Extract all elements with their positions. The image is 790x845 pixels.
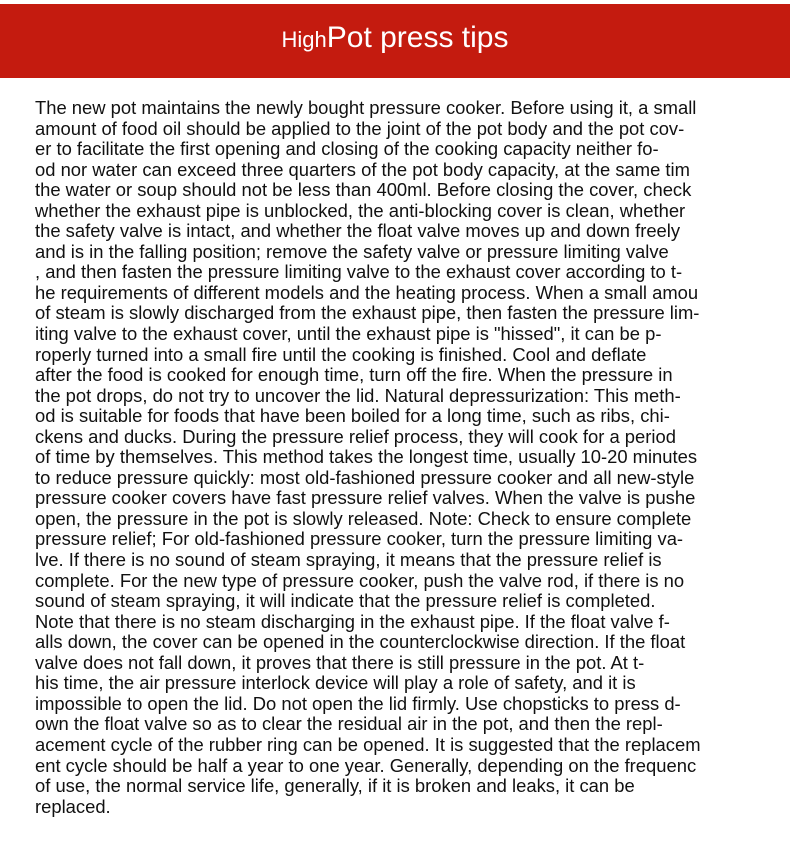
body-text-line: the pot drops, do not try to uncover the lid. Natural depressurization: This meth- (35, 385, 681, 406)
body-text-line: the water or soup should not be less than 400ml. Before closing the cover, check (35, 180, 692, 201)
body-text-line: pressure relief; For old-fashioned pressure cooker, turn the pressure limiting va- (35, 529, 684, 550)
body-text-line: ckens and ducks. During the pressure relief process, they will cook for a period (35, 426, 676, 447)
body-text-line: od nor water can exceed three quarters of the pot body capacity, at the same tim (35, 159, 690, 180)
body-text-line: amount of food oil should be applied to the joint of the pot body and the pot cov- (35, 118, 685, 139)
body-text-line: replaced. (35, 796, 111, 817)
body-text-line: to reduce pressure quickly: most old-fashioned pressure cooker and all new-style (35, 467, 695, 488)
body-text-line: open, the pressure in the pot is slowly released. Note: Check to ensure complete (35, 508, 692, 529)
body-text-line: of time by themselves. This method takes the longest time, usually 10-20 minutes (35, 447, 698, 468)
page-title (282, 23, 509, 53)
body-text-line: The new pot maintains the newly bought pressure cooker. Before using it, a small (35, 98, 697, 118)
body-text-line: , and then fasten the pressure limiting valve to the exhaust cover according to t- (35, 262, 683, 283)
body-text-line: valve does not fall down, it proves that there is still pressure in the pot. At t- (35, 652, 645, 673)
body-text-line: lve. If there is no sound of steam spraying, it means that the pressure relief is (35, 550, 662, 571)
body-text-line: of steam is slowly discharged from the exhaust pipe, then fasten the pressure lim- (35, 303, 700, 324)
body-text-line: his time, the air pressure interlock device will play a role of safety, and it is (35, 673, 636, 694)
body-text-line: pressure cooker covers have fast pressure relief valves. When the valve is pushe (35, 488, 696, 509)
title-text: Pot press tips (326, 21, 509, 54)
body-text-line: of use, the normal service life, generally, if it is broken and leaks, it can be (35, 776, 635, 797)
body-text-line: impossible to open the lid. Do not open the lid firmly. Use chopsticks to press d- (35, 693, 681, 714)
body-text-line: er to facilitate the first opening and closing of the cooking capacity neither fo- (35, 139, 659, 160)
body-text-line: complete. For the new type of pressure cooker, push the valve rod, if there is no (35, 570, 685, 591)
title-prefix: High (281, 27, 327, 52)
body-text-line: whether the exhaust pipe is unblocked, the anti-blocking cover is clean, whether (35, 200, 686, 221)
body-text-line: and is in the falling position; remove the safety valve or pressure limiting valve (35, 241, 669, 262)
body-text-line: Note that there is no steam discharging in the exhaust pipe. If the float valve f- (35, 611, 670, 632)
body-text-line: sound of steam spraying, it will indicate that the pressure relief is completed. (35, 591, 656, 612)
body-text-line: own the float valve so as to clear the residual air in the pot, and then the repl- (35, 714, 663, 735)
tips-body-text (35, 98, 757, 820)
body-text-line: the safety valve is intact, and whether the float valve moves up and down freely (35, 221, 681, 242)
body-text-line: roperly turned into a small fire until the cooking is finished. Cool and deflate (35, 344, 647, 365)
body-text-line: alls down, the cover can be opened in the counterclockwise direction. If the float (35, 632, 686, 653)
body-text-line: after the food is cooked for enough time, turn off the fire. When the pressure in (35, 365, 673, 386)
body-text-line: acement cycle of the rubber ring can be opened. It is suggested that the replacem (35, 734, 701, 755)
body-text-line: ent cycle should be half a year to one year. Generally, depending on the frequenc (35, 755, 697, 776)
body-text-line: od is suitable for foods that have been boiled for a long time, such as ribs, chi- (35, 406, 670, 427)
body-text-line: iting valve to the exhaust cover, until the exhaust pipe is "hissed", it can be p- (35, 324, 662, 345)
body-text-line: he requirements of different models and the heating process. When a small amou (35, 282, 699, 303)
title-banner (0, 4, 790, 78)
